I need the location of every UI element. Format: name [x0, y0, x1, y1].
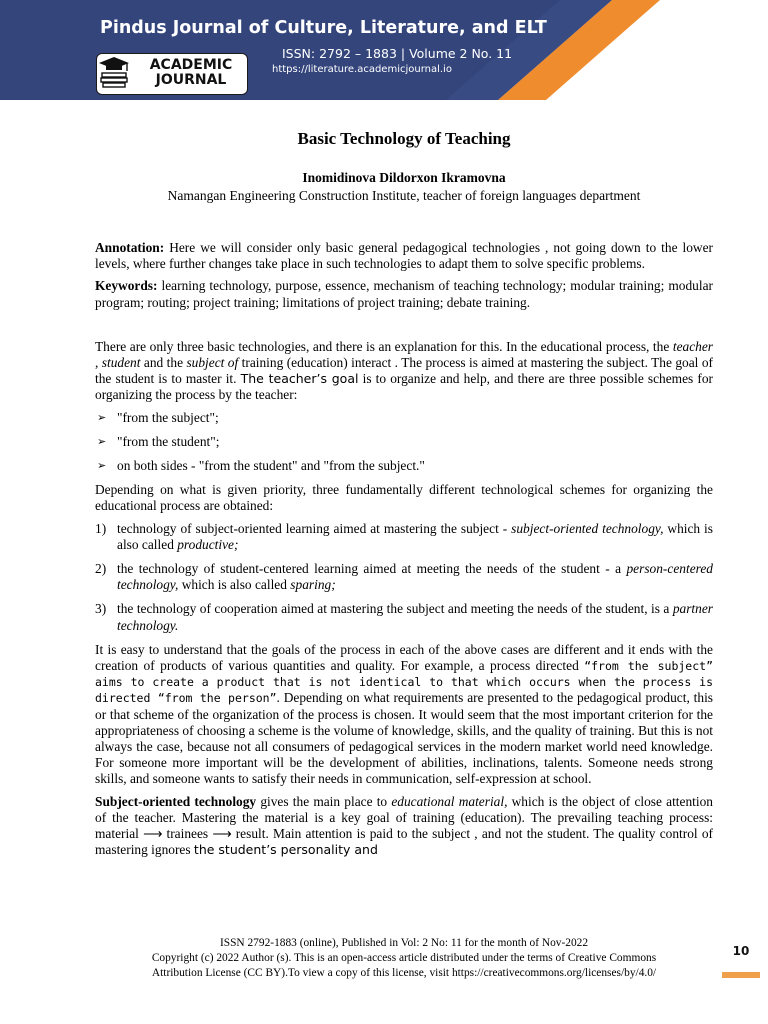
- journal-title: Pindus Journal of Culture, Literature, and ELT: [100, 18, 547, 38]
- list-item: ➢ "from the student";: [97, 433, 220, 449]
- footer-issn-line: ISSN 2792-1883 (online), Published in Vol: 2 No: 11 for the month of Nov-2022: [219, 937, 589, 949]
- page-number: 10: [732, 944, 750, 958]
- intro-teacher: teacher: [672, 338, 713, 354]
- depending-paragraph: Depending on what is given priority, three fundamentally different technological schemes for organizing the educational process are obtained:: [95, 482, 713, 514]
- technology-numbered-list: [95, 521, 713, 634]
- annotation-text: Here we will consider only basic general pedagogical technologies , not going down to the lower levels, where further changes take place in such technologies to adapt them to solve specific problems.: [95, 240, 713, 272]
- intro-teacher-goal: The teacher’s goal: [240, 371, 359, 387]
- list-item: ➢ on both sides - "from the student" and "from the subject.": [97, 458, 425, 474]
- journal-header-banner: [0, 0, 768, 100]
- article-author: Inomidinova Dildorxon Ikramovna: [302, 170, 506, 185]
- annotation-paragraph: [95, 240, 713, 272]
- list-item: 1) technology of subject-oriented learning aimed at mastering the subject - subject-oriented technology, which is also called productive;: [95, 520, 713, 552]
- list-item: 3) the technology of cooperation aimed at mastering the subject and meeting the needs of the student, is a partner technology.: [95, 601, 713, 633]
- keywords-label: Keywords:: [95, 278, 158, 294]
- goals-paragraph: It is easy to understand that the goals of the process in each of the above cases are different and it ends with the creation of products of various quantities and quality. For example, a process directed “from the subject” aims to create a product that is not identical to that which occurs when the process is directed “from the person”. Depending on what requirements are presented to the pedagogical product, this or that scheme of the organization of the process is chosen. It would seem that the most important criterion for the appropriateness of choosing a scheme is the volume of knowledge, skills, and the quality of training. But this is not always the case, because not all consumers of pedagogical services in the modern market world need knowledge. For someone more important will be the development of abilities, inclinations, talents. Someone needs strong skills, and someone wants to satisfy their needs in communication, self-expression at school.: [95, 641, 714, 787]
- intro-text: There are only three basic technologies, and there is an explanation for this. In the educational process, the: [95, 338, 673, 354]
- footer-license-line: Attribution License (CC BY).To view a copy of this license, visit https://creativecommons.org/licenses/by/4.0/: [151, 967, 657, 979]
- page-number-accent-bar: [722, 972, 760, 978]
- intro-paragraph: [95, 339, 713, 404]
- annotation-label: Annotation:: [95, 240, 165, 255]
- academic-journal-logo: [96, 53, 248, 95]
- list-item: ➢ "from the subject";: [97, 409, 219, 425]
- keywords-text: learning technology, purpose, essence, mechanism of teaching technology; modular training; modular program; routing; project training; limitations of project training; debate training.: [95, 278, 713, 310]
- arrow-bullet-icon: ➢: [97, 460, 107, 473]
- intro-text: training (education) interact . The process is aimed at mastering the subject. The goal of the student is to master it.: [95, 355, 713, 387]
- author-affiliation: Namangan Engineering Construction Institute, teacher of foreign languages department: [167, 188, 641, 203]
- journal-issn-volume: ISSN: 2792 – 1883 | Volume 2 No. 11: [282, 46, 513, 61]
- list-item: 2) the technology of student-centered learning aimed at meeting the needs of the student - a person-centered technology, which is also called sparing;: [95, 561, 713, 593]
- scheme-bullet-list: [95, 410, 713, 475]
- arrow-bullet-icon: ➢: [97, 435, 107, 448]
- intro-text: is to organize and help, and there are three possible schemes for organizing the process by the teacher:: [95, 371, 713, 403]
- graduation-cap-books-icon: [97, 54, 131, 88]
- journal-url[interactable]: https://literature.academicjournal.io: [272, 64, 452, 75]
- intro-text: ,: [95, 355, 102, 371]
- intro-student: student: [101, 355, 141, 371]
- article-title: Basic Technology of Teaching: [297, 129, 511, 148]
- page-footer: [95, 936, 713, 981]
- intro-subject: subject of: [186, 355, 239, 371]
- subject-oriented-label: Subject-oriented technology: [95, 793, 257, 809]
- footer-copyright-line: Copyright (c) 2022 Author (s). This is an open-access article distributed under the terms of Creative Commons: [151, 952, 657, 964]
- subject-oriented-paragraph: Subject-oriented technology gives the main place to educational material, which is the object of close attention of the teacher. Mastering the material is a key goal of training (education). The prevailing teaching process: material ⟶ trainees ⟶ result. Main attention is paid to the subject , and not the student. The quality control of mastering ignores the student’s personality and: [95, 793, 713, 858]
- arrow-bullet-icon: ➢: [97, 411, 107, 424]
- logo-text-academic: ACADEMIC: [149, 57, 233, 73]
- logo-text-journal: JOURNAL: [155, 72, 227, 88]
- intro-text: and the: [140, 355, 187, 371]
- article-body: [95, 240, 713, 865]
- from-subject-person-phrase: “from the subject” aims to create a product that is not identical to that which occurs when the process is directed “from the person”: [95, 659, 713, 706]
- keywords-paragraph: [95, 278, 713, 310]
